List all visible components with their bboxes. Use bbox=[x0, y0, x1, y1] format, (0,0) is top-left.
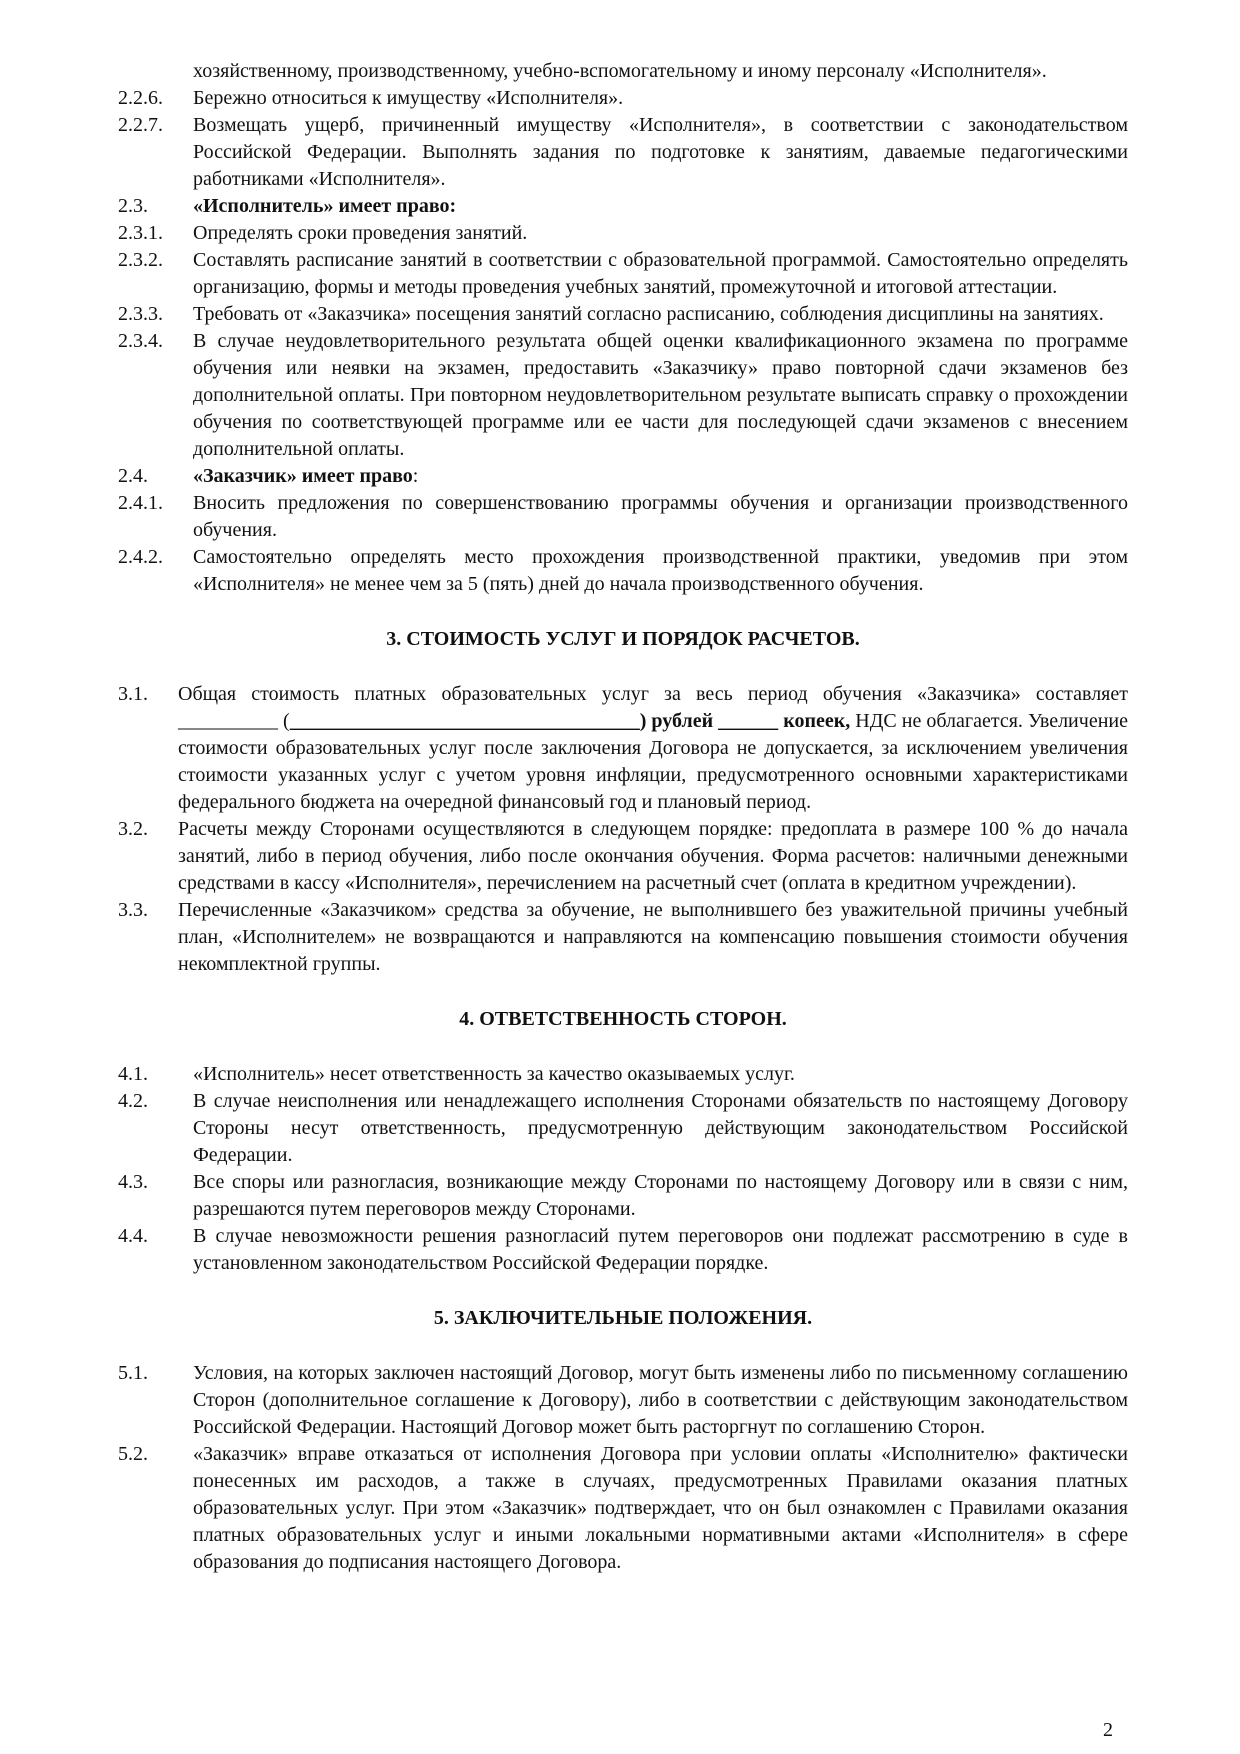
clause-text: Самостоятельно определять место прохождения производственной практики, уведомив при этом «Исполнителя» не менее чем за 5 (пять) дней до начала производственного обучения. bbox=[193, 546, 1128, 595]
clause-text: Расчеты между Сторонами осуществляются в следующем порядке: предоплата в размере 100 % до начала занятий, либо в период обучения, либо после окончания обучения. Форма расчетов: наличными денежными средствами в кассу «Исполнителя», перечислением на расчетный счет (оплата в кредитном учреждении). bbox=[178, 818, 1128, 894]
clause-number: 2.3.2. bbox=[118, 249, 163, 271]
clause-text: «Заказчик» вправе отказаться от исполнения Договора при условии оплаты «Исполнителю» фактически понесенных им расходов, а также в случаях, предусмотренных Правилами оказания платных образовательных услуг. При этом «Заказчик» подтверждает, что он был ознакомлен с Правилами оказания платных образовательных услуг и иными локальными нормативными актами «Исполнителя» в сфере образования до подписания настоящего Договора. bbox=[193, 1443, 1128, 1573]
clause-2-3-2 bbox=[118, 247, 1128, 301]
clause-text: Перечисленные «Заказчиком» средства за обучение, не выполнившего без уважительной причины учебный план, «Исполнителем» не возвращаются и направляются на компенсацию повышения стоимости обучения некомплектной группы. bbox=[178, 899, 1128, 975]
clause-text: Требовать от «Заказчика» посещения занятий согласно расписанию, соблюдения дисциплины на занятиях. bbox=[193, 303, 1104, 325]
clause-number: 4.4. bbox=[118, 1225, 148, 1247]
clause-2-4-1 bbox=[118, 490, 1128, 544]
clause-4-2 bbox=[118, 1088, 1128, 1169]
clause-5-1 bbox=[118, 1360, 1128, 1441]
price-blank: ___________________________________) рублей ______ копеек, bbox=[289, 710, 851, 732]
clause-number: 3.3. bbox=[118, 899, 148, 921]
clause-text: Определять сроки проведения занятий. bbox=[193, 222, 528, 244]
clause-text: Составлять расписание занятий в соответствии с образовательной программой. Самостоятельно определять организацию, формы и методы проведения учебных занятий, промежуточной и итоговой аттестации. bbox=[193, 249, 1128, 298]
clause-4-4 bbox=[118, 1223, 1128, 1277]
section-3-heading: 3. СТОИМОСТЬ УСЛУГ И ПОРЯДОК РАСЧЕТОВ. bbox=[386, 628, 860, 650]
document-body bbox=[118, 58, 1128, 1576]
clause-2-3 bbox=[118, 193, 1128, 220]
clause-text: В случае неисполнения или ненадлежащего исполнения Сторонами обязательств по настоящему Договору Стороны несут ответственность, предусмотренную действующим законодательством Российской Федерации. bbox=[193, 1090, 1128, 1166]
clause-text bbox=[178, 681, 1128, 816]
clause-text: «Исполнитель» несет ответственность за качество оказываемых услуг. bbox=[193, 1063, 795, 1085]
clause-text-part: Общая стоимость платных образовательных услуг за весь период обучения «Заказчика» составляет __________ ( bbox=[178, 683, 1128, 732]
clause-number: 2.3. bbox=[118, 195, 148, 217]
clause-3-2 bbox=[118, 816, 1128, 897]
clause-text-part: НДС не облагается. Увеличение стоимости образовательных услуг после заключения Договора не допускается, за исключением увеличения стоимости указанных услуг с учетом уровня инфляции, предусмотренного основными характеристиками федерального бюджета на очередной финансовый год и плановый период. bbox=[178, 710, 1128, 813]
clause-text: Бережно относиться к имуществу «Исполнителя». bbox=[193, 87, 624, 109]
clause-3-1 bbox=[118, 681, 1128, 816]
page-number: 2 bbox=[1103, 1719, 1113, 1741]
clause-4-3 bbox=[118, 1169, 1128, 1223]
clause-text: Все споры или разногласия, возникающие между Сторонами по настоящему Договору или в связи с ним, разрешаются путем переговоров между Сторонами. bbox=[193, 1171, 1128, 1220]
continued-paragraph: хозяйственному, производственному, учебно-вспомогательному и иному персоналу «Исполнителя». bbox=[193, 60, 1047, 82]
clause-2-4-2 bbox=[118, 544, 1128, 598]
clause-number: 2.2.6. bbox=[118, 87, 163, 109]
clause-text: Возмещать ущерб, причиненный имуществу «Исполнителя», в соответствии с законодательством Российской Федерации. Выполнять задания по подготовке к занятиям, даваемые педагогическими работниками «Исполнителя». bbox=[193, 114, 1128, 190]
clause-number: 4.3. bbox=[118, 1171, 148, 1193]
clause-number: 4.2. bbox=[118, 1090, 148, 1112]
clause-number: 2.3.3. bbox=[118, 303, 163, 325]
clause-number: 2.3.1. bbox=[118, 222, 163, 244]
clause-number: 2.4.1. bbox=[118, 492, 163, 514]
clause-3-3 bbox=[118, 897, 1128, 978]
clause-heading-colon: : bbox=[412, 465, 419, 487]
clause-2-2-7 bbox=[118, 112, 1128, 193]
clause-2-3-4 bbox=[118, 328, 1128, 463]
section-4-heading: 4. ОТВЕТСТВЕННОСТЬ СТОРОН. bbox=[459, 1008, 787, 1030]
clause-number: 5.1. bbox=[118, 1362, 148, 1384]
clause-2-3-3 bbox=[118, 301, 1128, 328]
clause-number: 2.4. bbox=[118, 465, 148, 487]
clause-number: 4.1. bbox=[118, 1063, 148, 1085]
clause-text: В случае невозможности решения разногласий путем переговоров они подлежат рассмотрению в суде в установленном законодательством Российской Федерации порядке. bbox=[193, 1225, 1128, 1274]
clause-heading bbox=[193, 463, 1128, 490]
clause-number: 2.3.4. bbox=[118, 330, 163, 352]
clause-text: В случае неудовлетворительного результата общей оценки квалификационного экзамена по программе обучения или неявки на экзамен, предоставить «Заказчику» право повторной сдачи экзаменов без дополнительной оплаты. При повторном неудовлетворительном результате выписать справку о прохождении обучения по соответствующей программе или ее части для последующей сдачи экзаменов с внесением дополнительной оплаты. bbox=[193, 330, 1128, 460]
clause-number: 2.4.2. bbox=[118, 546, 163, 568]
clause-4-1 bbox=[118, 1061, 1128, 1088]
clause-2-2-6 bbox=[118, 85, 1128, 112]
clause-number: 2.2.7. bbox=[118, 114, 163, 136]
clause-number: 3.1. bbox=[118, 683, 148, 705]
clause-5-2 bbox=[118, 1441, 1128, 1576]
clause-text: Условия, на которых заключен настоящий Договор, могут быть изменены либо по письменному соглашению Сторон (дополнительное соглашение к Договору), либо в соответствии с действующим законодательством Российской Федерации. Настоящий Договор может быть расторгнут по соглашению Сторон. bbox=[193, 1362, 1128, 1438]
clause-heading-bold: «Заказчик» имеет право bbox=[193, 465, 413, 487]
clause-number: 5.2. bbox=[118, 1443, 148, 1465]
clause-2-3-1 bbox=[118, 220, 1128, 247]
clause-text: Вносить предложения по совершенствованию программы обучения и организации производственного обучения. bbox=[193, 492, 1128, 541]
clause-heading: «Исполнитель» имеет право: bbox=[193, 195, 457, 217]
clause-number: 3.2. bbox=[118, 818, 148, 840]
section-5-heading: 5. ЗАКЛЮЧИТЕЛЬНЫЕ ПОЛОЖЕНИЯ. bbox=[433, 1307, 813, 1329]
clause-2-4 bbox=[118, 463, 1128, 490]
